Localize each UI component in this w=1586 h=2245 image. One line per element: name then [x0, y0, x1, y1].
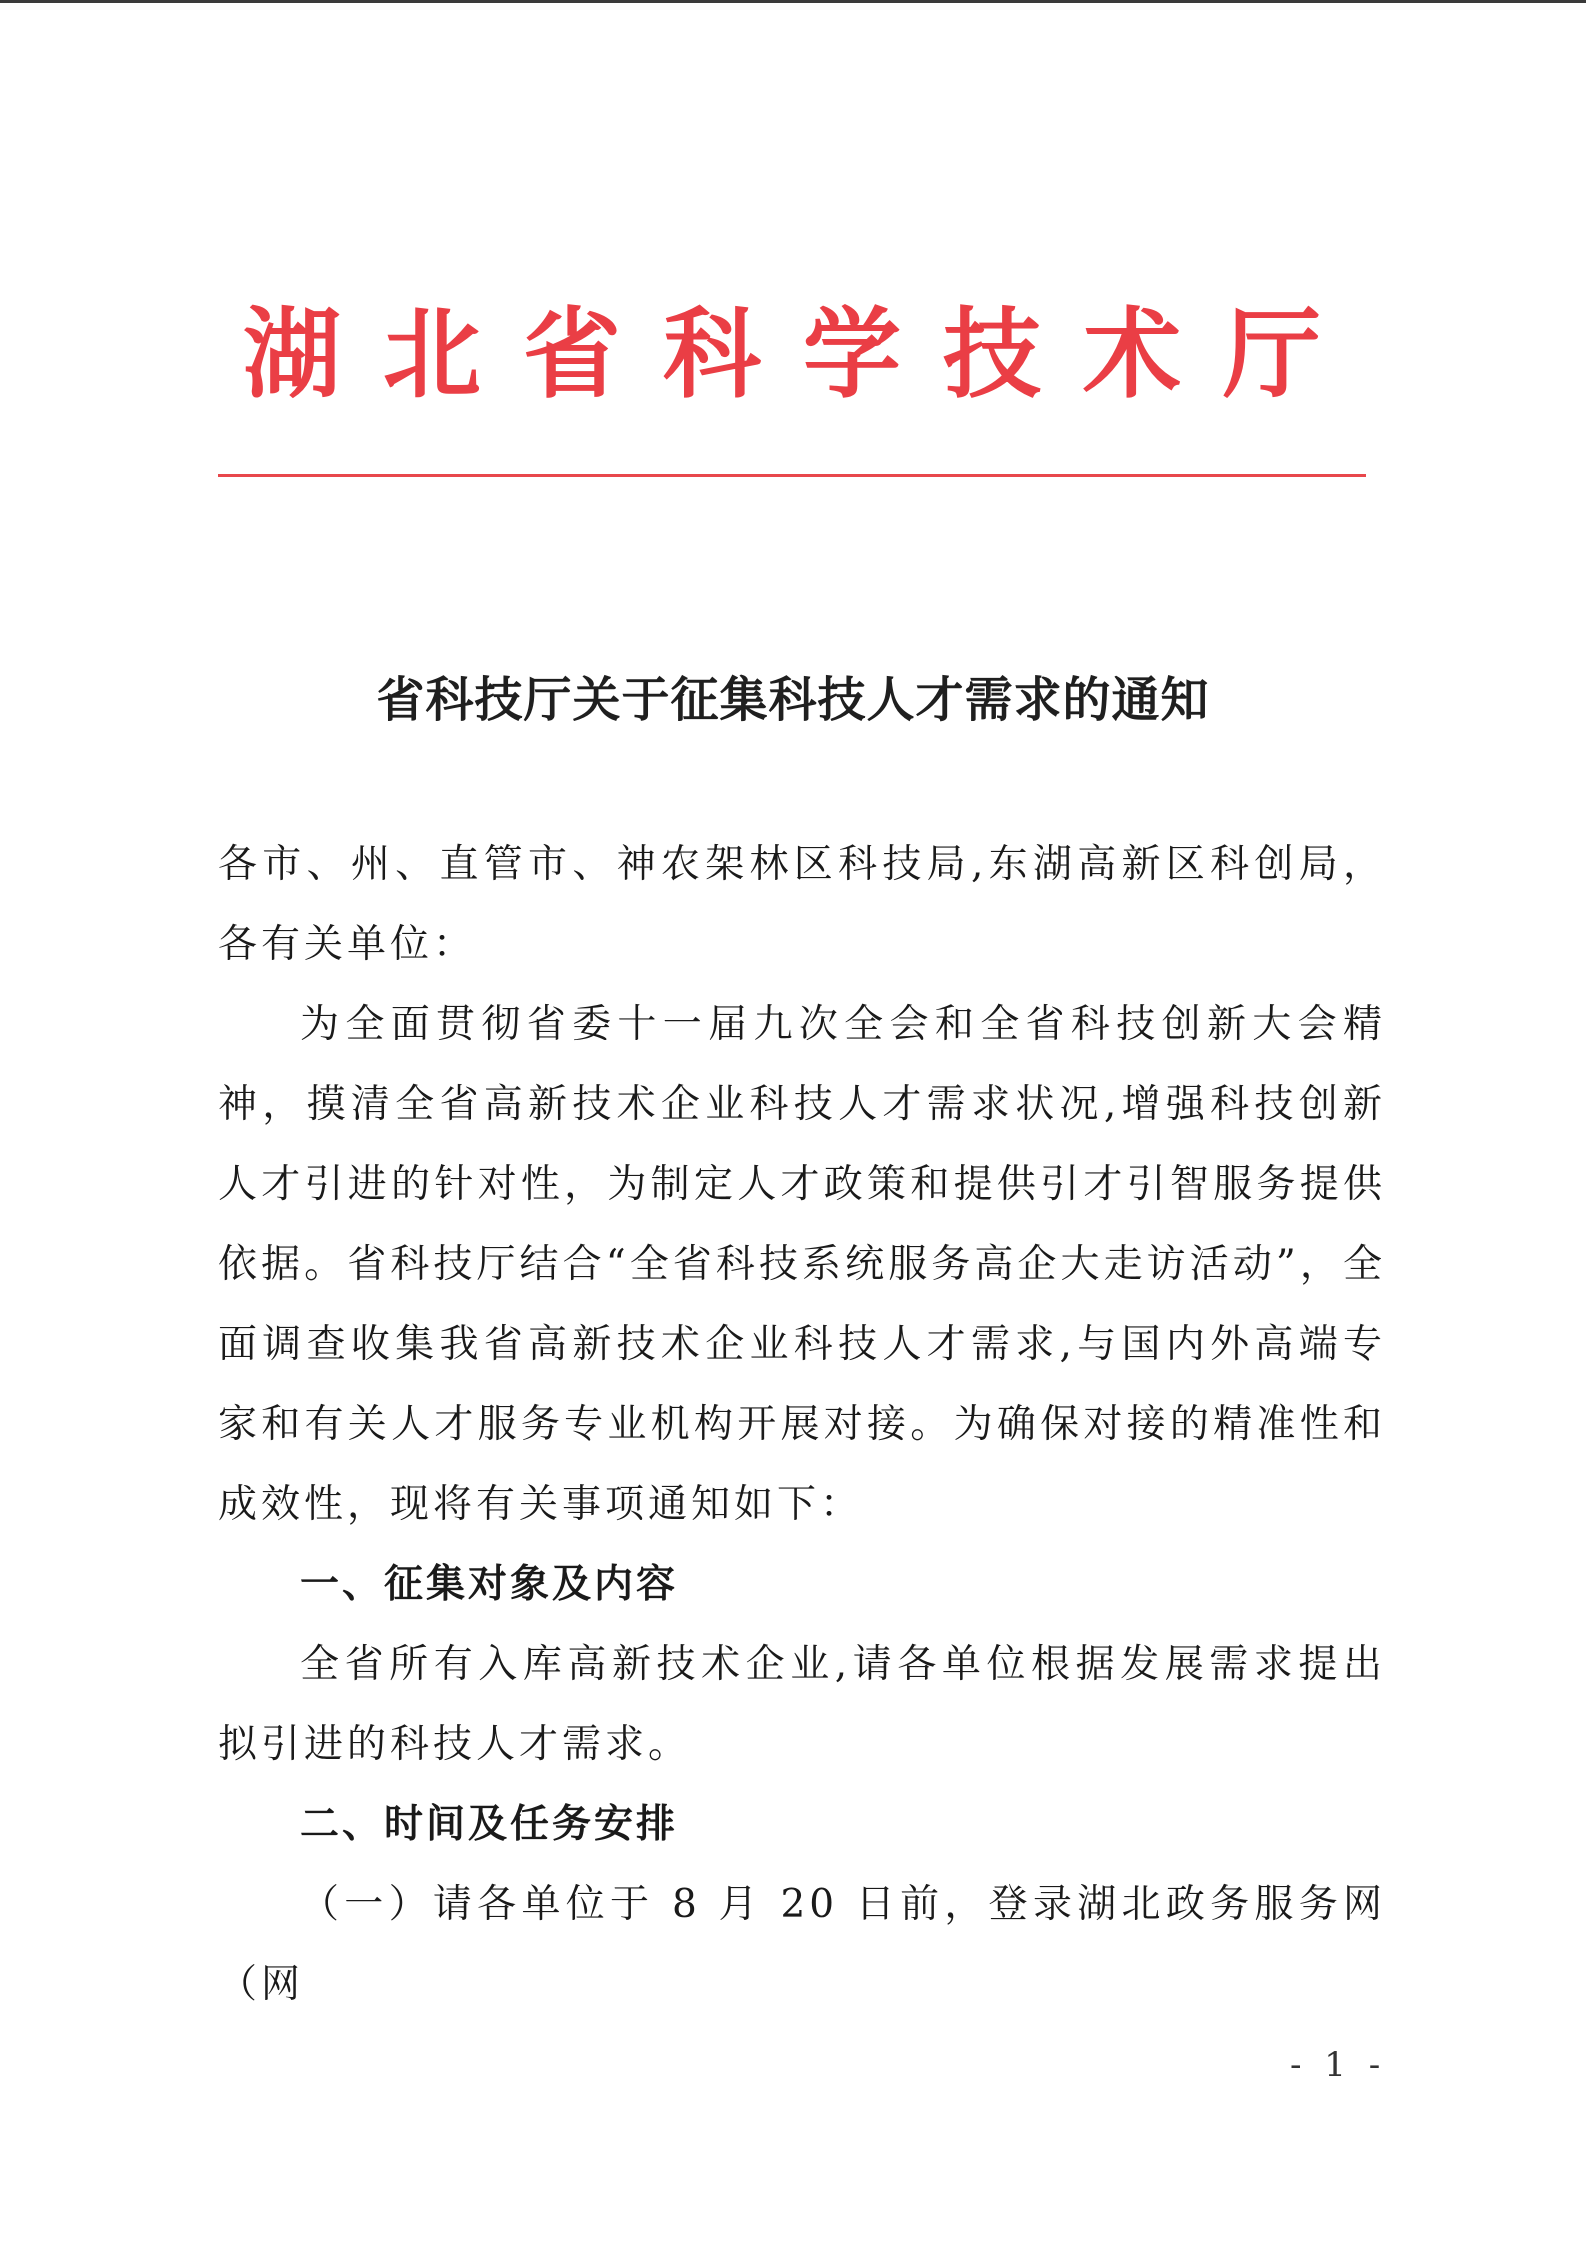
- document-title: 省科技厅关于征集科技人才需求的通知: [376, 672, 1210, 728]
- section-heading-2: 二、时间及任务安排: [300, 1802, 679, 1847]
- intro-paragraph: 为全面贯彻省委十一届九次全会和全省科技创新大会精神，摸清全省高新技术企业科技人才需求状况,增强科技创新人才引进的针对性，为制定人才政策和提供引才引智服务提供依据。省科技厅结合“全省科技系统服务高企大走访活动”，全面调查收集我省高新技术企业科技人才需求,与国内外高端专家和有关人才服务专业机构开展对接。为确保对接的精准性和成效性，现将有关事项通知如下：: [218, 1002, 1386, 1527]
- section-heading-1: 一、征集对象及内容: [300, 1562, 679, 1607]
- page-top-edge: [0, 0, 1586, 3]
- section-paragraph-1: 全省所有入库高新技术企业,请各单位根据发展需求提出拟引进的科技人才需求。: [218, 1642, 1386, 1767]
- letterhead-organization: 湖北省科学技术厅: [242, 298, 1363, 412]
- page-number: - 1 -: [1290, 2045, 1387, 2085]
- letterhead-red-rule: [218, 474, 1366, 477]
- recipients-line: 各市、州、直管市、神农架林区科技局,东湖高新区科创局，各有关单位：: [218, 842, 1386, 967]
- document-body: [218, 825, 1386, 2025]
- section-paragraph-2: （一）请各单位于 8 月 20 日前，登录湖北政务服务网（网: [218, 1882, 1386, 2007]
